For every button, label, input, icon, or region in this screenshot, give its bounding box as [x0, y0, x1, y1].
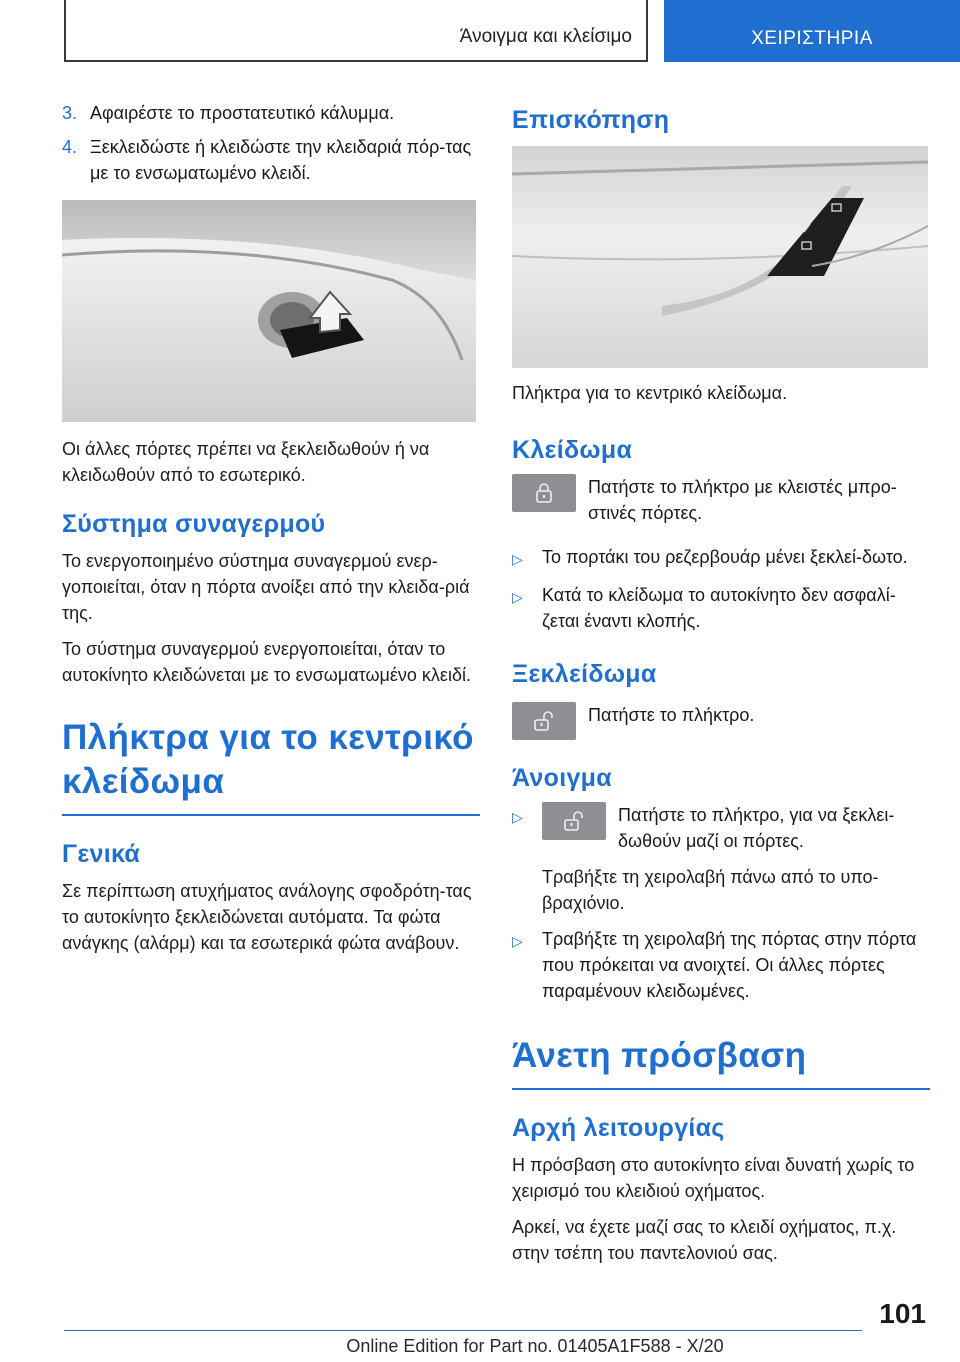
- page-number: 101: [879, 1298, 926, 1329]
- header-section: [64, 0, 648, 62]
- opening-step-1: [512, 802, 930, 854]
- comfort-access-heading: Άνετη πρόσβαση: [512, 1036, 807, 1075]
- alarm-paragraph-1: Το ενεργοποιημένο σύστημα συναγερμού ενερ-γοποιείται, όταν η πόρτα ανοίξει από την κλειδα-ριά της.: [62, 551, 470, 623]
- central-locking-section: [62, 716, 480, 816]
- header-chapter-title: ΧΕΙΡΙΣΤΗΡΙΑ: [751, 28, 873, 49]
- triangle-bullet-icon: ▷: [512, 809, 523, 825]
- bullet-text: Το πορτάκι του ρεζερβουάρ μένει ξεκλεί-δωτο.: [542, 547, 908, 567]
- general-heading: Γενικά: [62, 840, 141, 868]
- bullet-text: Πατήστε το πλήκτρο, για να ξεκλει-δωθούν μαζί οι πόρτες.: [618, 805, 895, 851]
- unlock-instruction: [512, 702, 930, 740]
- lock-button-icon: [512, 474, 576, 512]
- bullet-text: Τραβήξτε τη χειρολαβή της πόρτας στην πόρτα που πρόκειται να ανοιχτεί. Οι άλλες πόρτες παραμένουν κλειδωμένες.: [542, 929, 917, 1001]
- general-paragraph: Σε περίπτωση ατυχήματος ανάλογης σφοδρότη-τας το αυτοκίνητο ξεκλειδώνεται αυτόματα. Τα φώτα ανάγκης (αλάρμ) και τα εσωτερικά φώτα ανάβουν.: [62, 881, 472, 953]
- principle-paragraph-2: Αρκεί, να έχετε μαζί σας το κλειδί οχήματος, π.χ. στην τσέπη του παντελονιού σας.: [512, 1217, 897, 1263]
- lock-notes: [512, 544, 930, 634]
- principle-heading: Αρχή λειτουργίας: [512, 1114, 725, 1142]
- footer-divider: [64, 1330, 862, 1331]
- door-handle-illustration: [62, 200, 476, 422]
- step-text: Ξεκλειδώστε ή κλειδώστε την κλειδαριά πόρ-τας με το ενσωματωμένο κλειδί.: [90, 137, 472, 183]
- alarm-paragraph-2: Το σύστημα συναγερμού ενεργοποιείται, όταν το αυτοκίνητο κλειδώνεται με το ενσωματωμένο κλειδί.: [62, 639, 471, 685]
- opening-step-2: [512, 926, 930, 1004]
- lock-instruction: [512, 474, 930, 526]
- step-text: Αφαιρέστε το προστατευτικό κάλυμμα.: [90, 103, 395, 123]
- section-divider: [512, 1088, 930, 1090]
- unlock-button-icon: [542, 802, 606, 840]
- section-divider: [62, 814, 480, 816]
- triangle-bullet-icon: ▷: [512, 933, 523, 949]
- bullet-text: Κατά το κλείδωμα το αυτοκίνητο δεν ασφαλί-ζεται έναντι κλοπής.: [542, 585, 896, 631]
- overview-caption: Πλήκτρα για το κεντρικό κλείδωμα.: [512, 383, 788, 403]
- unlock-button-icon: [512, 702, 576, 740]
- lock-text: Πατήστε το πλήκτρο με κλειστές μπρο-στινές πόρτες.: [588, 477, 897, 523]
- central-locking-heading: Πλήκτρα για το κεντρικό κλείδωμα: [62, 718, 474, 801]
- step-3: [62, 100, 480, 126]
- door-buttons-photo: [512, 146, 928, 368]
- lock-note-1: [512, 544, 930, 572]
- door-panel-illustration: [512, 146, 928, 368]
- overview-heading: Επισκόπηση: [512, 106, 670, 134]
- other-doors-text: Οι άλλες πόρτες πρέπει να ξεκλειδωθούν ή να κλειδωθούν από το εσωτερικό.: [62, 439, 430, 485]
- left-column: [62, 100, 480, 966]
- header-chapter: [664, 0, 960, 62]
- principle-paragraph-1: Η πρόσβαση στο αυτοκίνητο είναι δυνατή χωρίς το χειρισμό του κλειδιού οχήματος.: [512, 1155, 915, 1201]
- alarm-system-heading: Σύστημα συναγερμού: [62, 510, 326, 538]
- footer-edition: Online Edition for Part no. 01405A1F588 - X/20: [346, 1336, 724, 1356]
- triangle-bullet-icon: ▷: [512, 551, 523, 567]
- comfort-access-section: [512, 1034, 930, 1090]
- unlock-heading: Ξεκλείδωμα: [512, 660, 657, 688]
- right-column: [512, 100, 930, 1276]
- door-lock-photo: [62, 200, 476, 422]
- step-number: 3.: [62, 103, 78, 123]
- lock-note-2: [512, 582, 930, 634]
- opening-step-1-detail: Τραβήξτε τη χειρολαβή πάνω από το υπο-βραχιόνιο.: [542, 867, 879, 913]
- step-number: 4.: [62, 137, 78, 157]
- unlock-text: Πατήστε το πλήκτρο.: [588, 705, 755, 725]
- opening-heading: Άνοιγμα: [512, 764, 612, 792]
- triangle-bullet-icon: ▷: [512, 589, 523, 605]
- lock-heading: Κλείδωμα: [512, 436, 633, 464]
- header-section-title: Άνοιγμα και κλείσιμο: [459, 26, 632, 47]
- step-4: [62, 134, 480, 186]
